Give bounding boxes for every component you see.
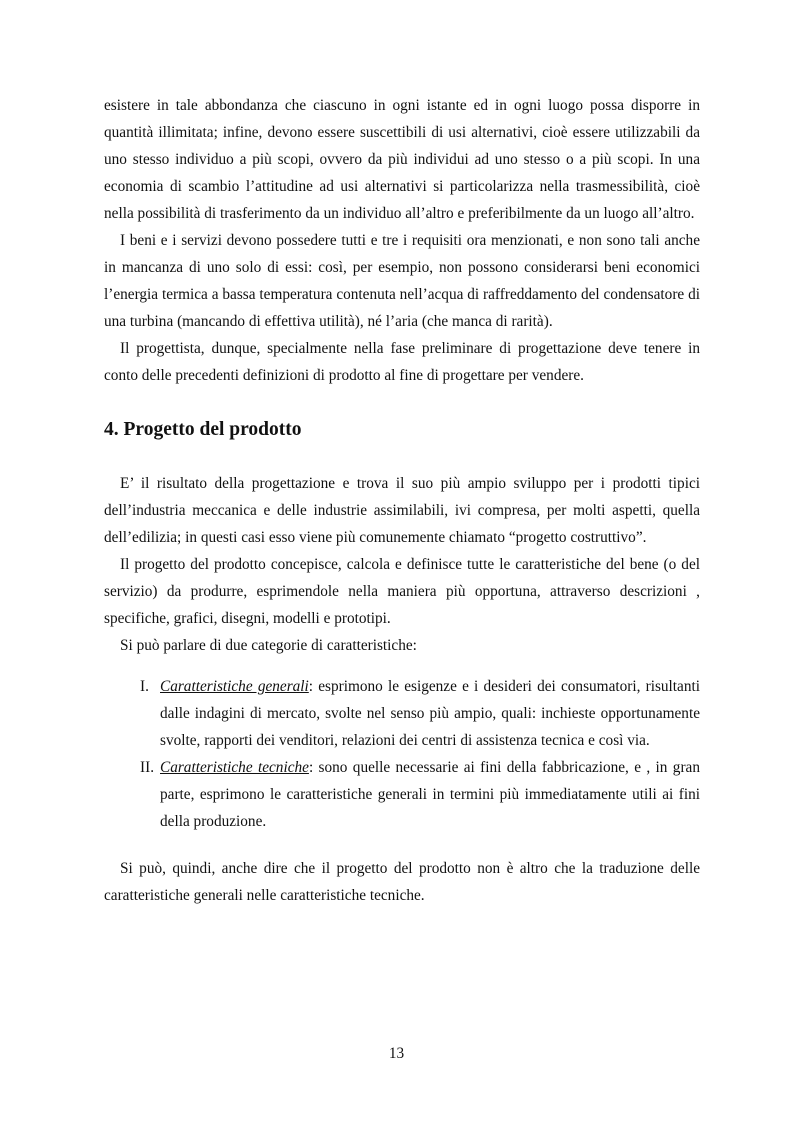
document-page	[104, 92, 700, 909]
paragraph-categorie: Si può parlare di due categorie di caratteristiche:	[120, 637, 417, 654]
paragraph-conclusione: Si può, quindi, anche dire che il progetto del prodotto non è altro che la traduzione delle caratteristiche generali nelle caratteristiche tecniche.	[104, 860, 700, 904]
list-item-text: : esprimono le esigenze e i desideri dei consumatori, risultanti dalle indagini di mercato, svolte nel senso più ampio, quali: inchieste opportunamente svolte, rapporti dei venditori, relazioni dei centri di assistenza tecnica e così via.	[160, 678, 700, 749]
list-item-tecniche	[104, 754, 700, 835]
paragraph-progetto: Il progetto del prodotto concepisce, calcola e definisce tutte le caratteristiche del bene (o del servizio) da produrre, esprimendole nella maniera più opportuna, attraverso descrizioni , specifiche, grafici, disegni, modelli e prototipi.	[104, 556, 700, 627]
list-item-title: Caratteristiche tecniche	[160, 759, 309, 776]
list-marker: II.	[140, 759, 155, 776]
paragraph-risultato: E’ il risultato della progettazione e trova il suo più ampio sviluppo per i prodotti tipici dell’industria meccanica e delle industrie assimilabili, ivi compresa, per molti aspetti, quella dell’edilizia; in questi casi esso viene più comunemente chiamato “progetto costruttivo”.	[104, 475, 700, 546]
page-number: 13	[388, 1045, 405, 1062]
paragraph-progettista: Il progettista, dunque, specialmente nella fase preliminare di progettazione deve tenere in conto delle precedenti definizioni di prodotto al fine di progettare per vendere.	[104, 340, 700, 384]
list-marker: I.	[140, 678, 149, 695]
paragraph-requisiti: I beni e i servizi devono possedere tutti e tre i requisiti ora menzionati, e non sono tali anche in mancanza di uno solo di essi: così, per esempio, non possono considerarsi beni economici l’energia termica a bassa temperatura contenuta nell’acqua di raffreddamento del condensatore di una turbina (mancando di effettiva utilità), né l’aria (che manca di rarità).	[104, 232, 700, 330]
section-heading: 4. Progetto del prodotto	[104, 419, 302, 440]
list-item-generali	[104, 673, 700, 754]
list-item-title: Caratteristiche generali	[160, 678, 309, 695]
characteristics-list	[104, 673, 700, 835]
list-item-text: : sono quelle necessarie ai fini della fabbricazione, e , in gran parte, esprimono le caratteristiche generali in termini più immediatamente utili ai fini della produzione.	[160, 759, 700, 830]
paragraph-continuation: esistere in tale abbondanza che ciascuno in ogni istante ed in ogni luogo possa disporre in quantità illimitata; infine, devono essere suscettibili di usi alternativi, cioè essere utilizzabili da uno stesso individuo a più scopi, ovvero da più individui ad uno stesso o a più scopi. In una economia di scambio l’attitudine ad usi alternativi si particolarizza nella trasmessibilità, cioè nella possibilità di trasferimento da un individuo all’altro e preferibilmente da un luogo all’altro.	[104, 97, 700, 222]
